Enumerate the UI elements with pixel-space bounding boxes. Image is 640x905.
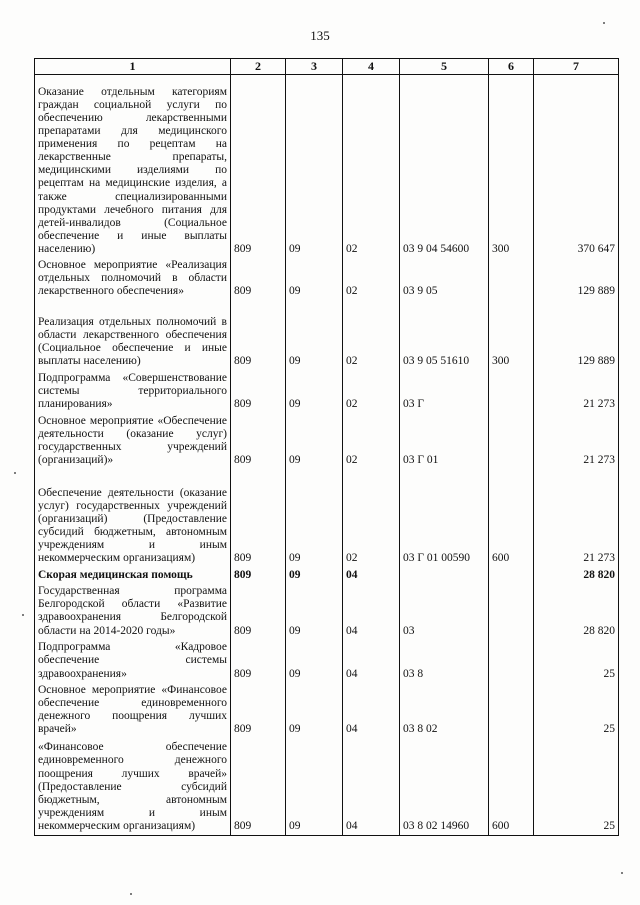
target-article-code: 03 <box>400 584 489 639</box>
amount: 370 647 <box>534 75 619 259</box>
subsection-code: 02 <box>343 258 400 300</box>
ministry-code: 809 <box>231 413 286 469</box>
amount: 25 <box>534 738 619 836</box>
column-header: 4 <box>343 59 400 75</box>
amount: 25 <box>534 683 619 738</box>
target-article-code: 03 8 <box>400 640 489 683</box>
table-body <box>35 75 619 836</box>
amount: 28 820 <box>534 584 619 639</box>
expense-type-code <box>489 640 534 683</box>
section-code: 09 <box>286 584 343 639</box>
section-code: 09 <box>286 413 343 469</box>
scan-speck <box>14 472 16 474</box>
subsection-code: 04 <box>343 738 400 836</box>
target-article-code: 03 9 05 <box>400 258 489 300</box>
expense-type-code <box>489 370 534 413</box>
expense-type-code: 600 <box>489 469 534 567</box>
section-code: 09 <box>286 738 343 836</box>
subsection-code: 02 <box>343 75 400 259</box>
section-code: 09 <box>286 469 343 567</box>
amount: 21 273 <box>534 469 619 567</box>
scan-speck <box>22 614 24 616</box>
ministry-code: 809 <box>231 258 286 300</box>
ministry-code: 809 <box>231 640 286 683</box>
scan-speck <box>621 872 623 874</box>
column-header: 6 <box>489 59 534 75</box>
target-article-code: 03 9 05 51610 <box>400 300 489 370</box>
subsection-code: 04 <box>343 567 400 584</box>
ministry-code: 809 <box>231 469 286 567</box>
column-header: 3 <box>286 59 343 75</box>
ministry-code: 809 <box>231 75 286 259</box>
row-description: Основное мероприятие «Обеспечение деятельности (оказание услуг) государственных учреждений (организаций)» <box>35 413 231 469</box>
column-header: 1 <box>35 59 231 75</box>
expense-type-code <box>489 683 534 738</box>
amount: 21 273 <box>534 370 619 413</box>
expense-type-code: 300 <box>489 75 534 259</box>
table-row <box>35 584 619 639</box>
ministry-code: 809 <box>231 683 286 738</box>
target-article-code: 03 9 04 54600 <box>400 75 489 259</box>
amount: 129 889 <box>534 258 619 300</box>
row-description: Реализация отдельных полномочий в области лекарственного обеспечения (Социальное обеспечение и иные выплаты населению) <box>35 300 231 370</box>
section-code: 09 <box>286 258 343 300</box>
row-description: Основное мероприятие «Реализация отдельных полномочий в области лекарственного обеспечения» <box>35 258 231 300</box>
row-description: Скорая медицинская помощь <box>35 567 231 584</box>
expense-type-code: 300 <box>489 300 534 370</box>
expense-type-code: 600 <box>489 738 534 836</box>
row-description: «Финансовое обеспечение единовременного денежного поощрения лучших врачей» (Предоставление субсидий бюджетным, автономным учреждениям и иным некоммерческим организациям) <box>35 738 231 836</box>
amount: 28 820 <box>534 567 619 584</box>
expense-type-code <box>489 584 534 639</box>
section-code: 09 <box>286 640 343 683</box>
subsection-code: 02 <box>343 300 400 370</box>
column-header: 5 <box>400 59 489 75</box>
section-code: 09 <box>286 567 343 584</box>
target-article-code: 03 8 02 <box>400 683 489 738</box>
table-row <box>35 300 619 370</box>
row-description: Обеспечение деятельности (оказание услуг) государственных учреждений (организаций) (Предоставление субсидий бюджетным, автономным учреждениям и иным некоммерческим организациям) <box>35 469 231 567</box>
table-row <box>35 258 619 300</box>
expense-type-code <box>489 567 534 584</box>
section-code: 09 <box>286 300 343 370</box>
scan-speck <box>130 893 132 895</box>
expense-type-code <box>489 258 534 300</box>
target-article-code <box>400 567 489 584</box>
ministry-code: 809 <box>231 738 286 836</box>
target-article-code: 03 Г 01 <box>400 413 489 469</box>
ministry-code: 809 <box>231 567 286 584</box>
amount: 21 273 <box>534 413 619 469</box>
amount: 25 <box>534 640 619 683</box>
row-description: Государственная программа Белгородской области «Развитие здравоохранения Белгородской области на 2014-2020 годы» <box>35 584 231 639</box>
table-row <box>35 683 619 738</box>
subsection-code: 04 <box>343 584 400 639</box>
expense-type-code <box>489 413 534 469</box>
row-description: Подпрограмма «Кадровое обеспечение системы здравоохранения» <box>35 640 231 683</box>
budget-table <box>34 58 619 836</box>
table-row <box>35 75 619 259</box>
column-header: 2 <box>231 59 286 75</box>
subsection-code: 02 <box>343 469 400 567</box>
section-code: 09 <box>286 683 343 738</box>
subsection-code: 02 <box>343 413 400 469</box>
target-article-code: 03 8 02 14960 <box>400 738 489 836</box>
ministry-code: 809 <box>231 584 286 639</box>
table-header-row <box>35 59 619 75</box>
row-description: Оказание отдельным категориям граждан социальной услуги по обеспечению лекарственными препаратами для медицинского применения по рецептам на лекарственные препараты, медицинскими изделиями по рецептам на медицинские изделия, а также специализированными продуктами лечебного питания для детей-инвалидов (Социальное обеспечение и иные выплаты населению) <box>35 75 231 259</box>
table-row <box>35 567 619 584</box>
subsection-code: 04 <box>343 683 400 738</box>
ministry-code: 809 <box>231 370 286 413</box>
scan-speck <box>603 22 605 24</box>
subsection-code: 02 <box>343 370 400 413</box>
table-row <box>35 469 619 567</box>
row-description: Подпрограмма «Совершенствование системы территориального планирования» <box>35 370 231 413</box>
ministry-code: 809 <box>231 300 286 370</box>
amount: 129 889 <box>534 300 619 370</box>
section-code: 09 <box>286 370 343 413</box>
subsection-code: 04 <box>343 640 400 683</box>
row-description: Основное мероприятие «Финансовое обеспечение единовременного денежного поощрения лучших врачей» <box>35 683 231 738</box>
target-article-code: 03 Г 01 00590 <box>400 469 489 567</box>
table-row <box>35 640 619 683</box>
table-row <box>35 370 619 413</box>
page-number: 135 <box>310 28 330 43</box>
table-row <box>35 738 619 836</box>
section-code: 09 <box>286 75 343 259</box>
table-row <box>35 413 619 469</box>
column-header: 7 <box>534 59 619 75</box>
target-article-code: 03 Г <box>400 370 489 413</box>
